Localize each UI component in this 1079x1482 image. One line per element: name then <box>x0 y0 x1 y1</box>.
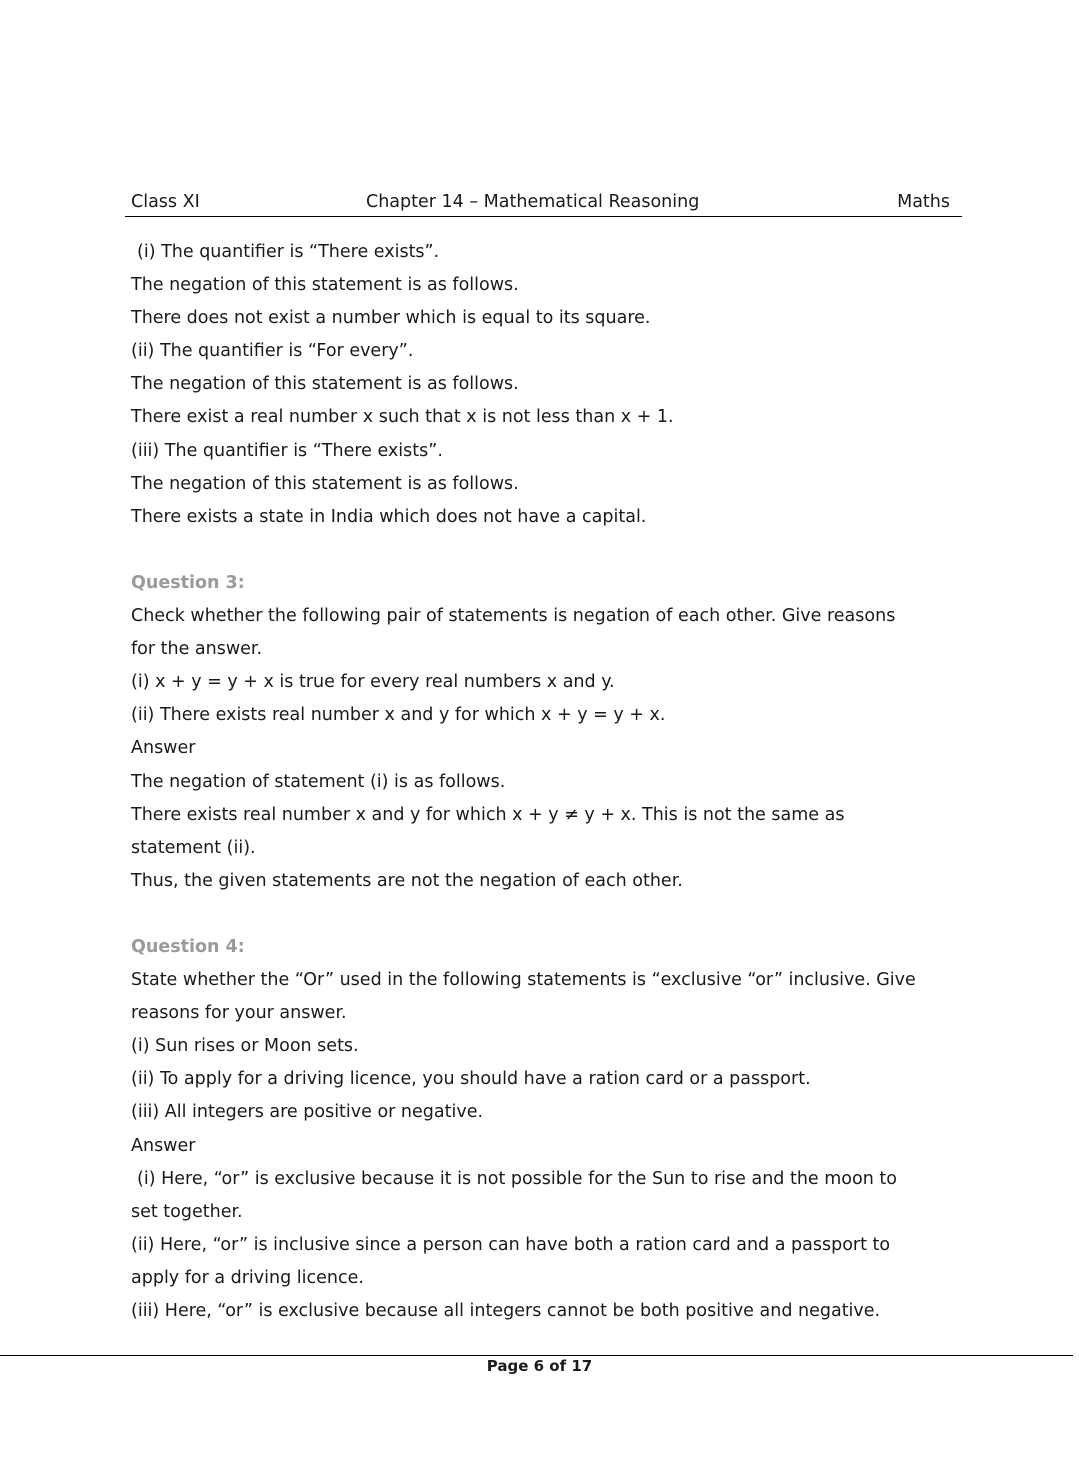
page-content <box>131 236 961 1328</box>
text-line: The negation of this statement is as follows. <box>131 275 519 296</box>
text-line: (iii) The quantifier is “There exists”. <box>131 440 443 461</box>
text-line: Thus, the given statements are not the negation of each other. <box>131 870 683 891</box>
header-chapter: Chapter 14 – Mathematical Reasoning <box>366 192 700 212</box>
text-line: reasons for your answer. <box>131 1003 347 1024</box>
header-subject: Maths <box>897 192 950 212</box>
header-class: Class XI <box>131 192 200 212</box>
text-line: The negation of statement (i) is as follows. <box>131 771 506 792</box>
text-line: (ii) To apply for a driving licence, you should have a ration card or a passport. <box>131 1069 811 1090</box>
question-4-heading: Question 4: <box>131 936 245 957</box>
text-line: statement (ii). <box>131 837 256 858</box>
text-line: (ii) There exists real number x and y for which x + y = y + x. <box>131 705 666 726</box>
footer-divider <box>0 1355 1073 1356</box>
answer-label: Answer <box>131 1135 196 1156</box>
text-line: There does not exist a number which is equal to its square. <box>131 308 651 329</box>
text-line: The negation of this statement is as follows. <box>131 473 519 494</box>
text-line: There exists a state in India which does not have a capital. <box>131 506 647 527</box>
spacer <box>131 898 961 931</box>
text-line: (i) x + y = y + x is true for every real numbers x and y. <box>131 672 615 693</box>
text-line: There exists real number x and y for which x + y ≠ y + x. This is not the same as <box>131 804 845 825</box>
text-line: (ii) The quantifier is “For every”. <box>131 341 414 362</box>
text-line: apply for a driving licence. <box>131 1267 364 1288</box>
text-line: (i) Here, “or” is exclusive because it is not possible for the Sun to rise and the moon to <box>137 1168 897 1189</box>
text-line: (iii) Here, “or” is exclusive because all integers cannot be both positive and negative. <box>131 1301 881 1321</box>
page-header <box>125 190 962 217</box>
page-number: Page 6 of 17 <box>486 1357 593 1375</box>
text-line: (iii) All integers are positive or negative. <box>131 1102 484 1123</box>
text-line: State whether the “Or” used in the following statements is “exclusive “or” inclusive. Give <box>131 970 916 991</box>
text-line: set together. <box>131 1201 243 1222</box>
text-line: (ii) Here, “or” is inclusive since a person can have both a ration card and a passport to <box>131 1234 891 1255</box>
answer-label: Answer <box>131 738 196 759</box>
question-3-heading: Question 3: <box>131 572 245 593</box>
text-line: (i) Sun rises or Moon sets. <box>131 1036 359 1057</box>
text-line: (i) The quantifier is “There exists”. <box>137 242 440 262</box>
text-line: Check whether the following pair of statements is negation of each other. Give reasons <box>131 606 896 627</box>
text-line: The negation of this statement is as follows. <box>131 374 519 395</box>
text-line: for the answer. <box>131 639 263 660</box>
text-line: There exist a real number x such that x is not less than x + 1. <box>131 407 674 428</box>
spacer <box>131 534 961 567</box>
